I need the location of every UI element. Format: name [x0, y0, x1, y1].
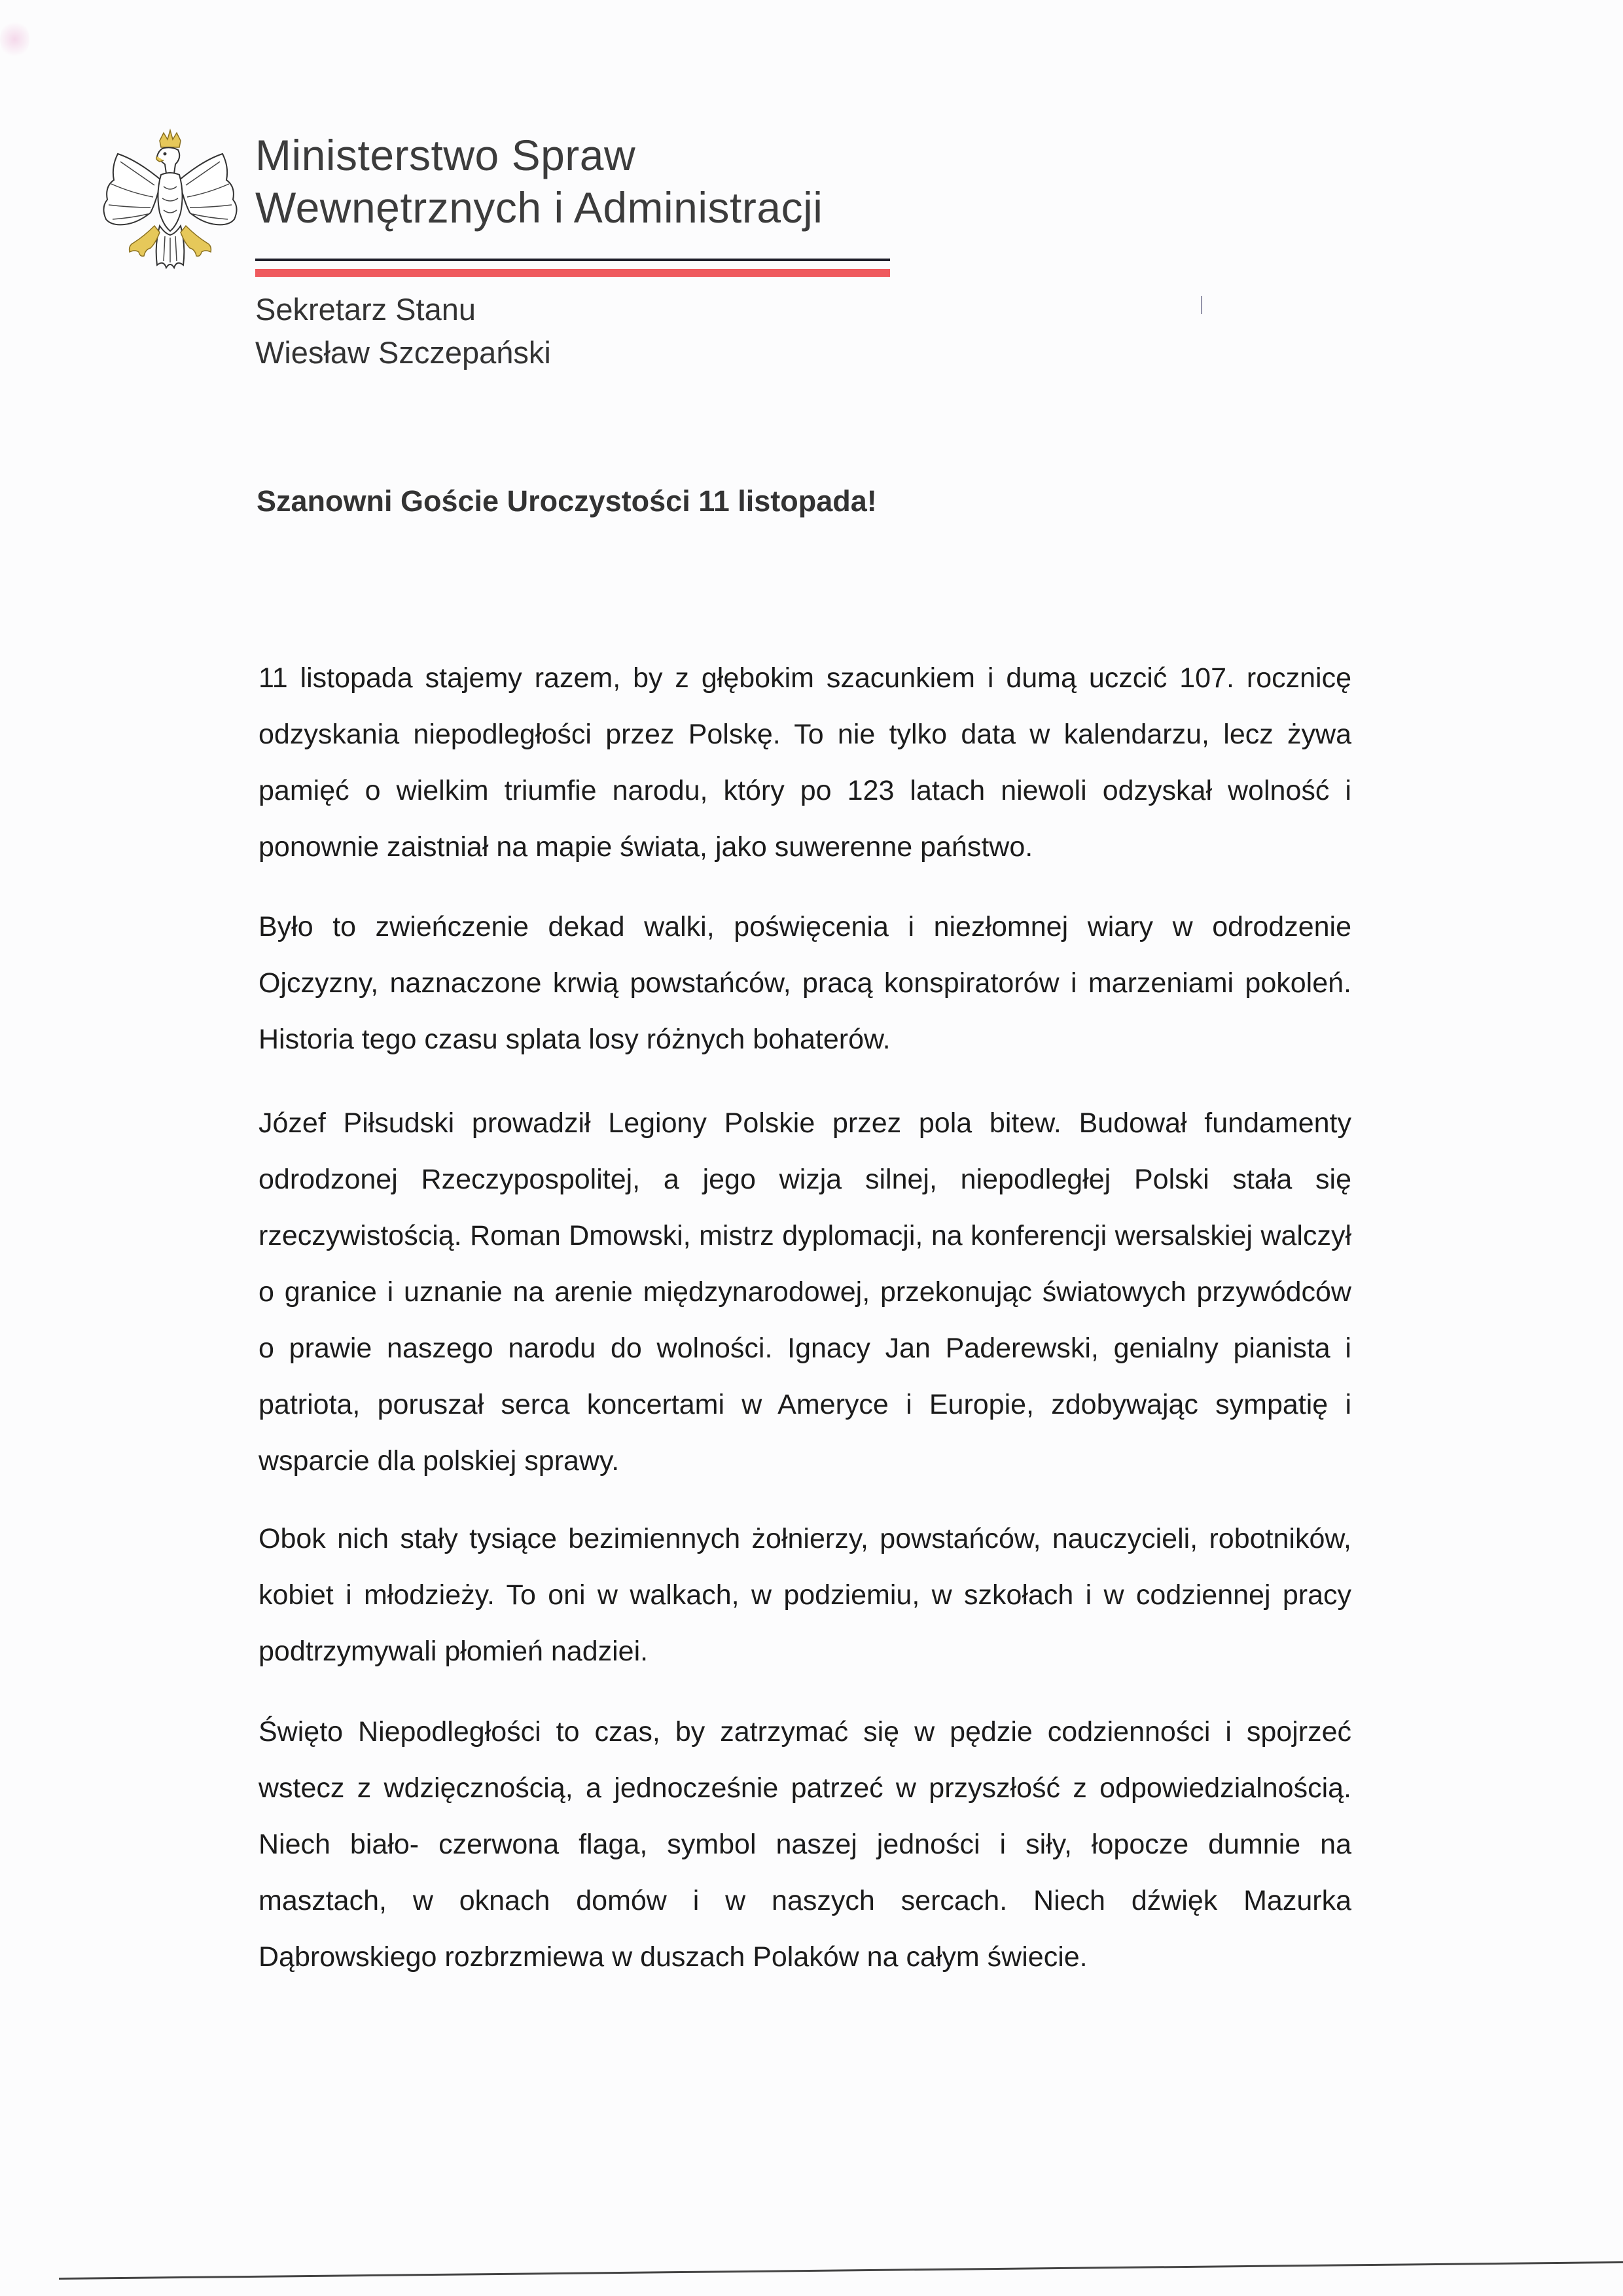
salutation-heading: Szanowni Goście Uroczystości 11 listopada! — [257, 484, 877, 518]
signatory-name: Wiesław Szczepański — [255, 335, 551, 370]
signatory-block — [255, 288, 551, 374]
scan-speck — [1201, 296, 1202, 314]
paragraph-struggle: Było to zwieńczenie dekad walki, poświęcenia i niezłomnej wiary w odrodzenie Ojczyzny, naznaczone krwią powstańców, pracą konspiratorów i marzeniami pokoleń. Historia tego czasu splata losy różnych bohaterów. — [259, 911, 1351, 1055]
ministry-name-line-1: Ministerstwo Spraw — [255, 131, 636, 179]
paragraph-unnamed-heroes: Obok nich stały tysiące bezimiennych żołnierzy, powstańców, nauczycieli, robotników, kobiet i młodzieży. To oni w walkach, w podziemiu, w szkołach i w codziennej pracy podtrzymywali płomień nadziei. — [259, 1523, 1351, 1667]
paragraph-independence-day: Święto Niepodległości to czas, by zatrzymać się w pędzie codzienności i spojrzeć wstecz z wdzięcznością, a jednocześnie patrzeć w przyszłość z odpowiedzialnością. Niech biało- czerwona flaga, symbol naszej jedności i siły, łopocze dumnie na masztach, w oknach domów i w naszych sercach. Niech dźwięk Mazurka Dąbrowskiego rozbrzmiewa w duszach Polaków na całym świecie. — [259, 1716, 1351, 1973]
ministry-name — [255, 129, 823, 234]
paragraph-founding-fathers: Józef Piłsudski prowadził Legiony Polskie przez pola bitew. Budował fundamenty odrodzonej Rzeczypospolitej, a jego wizja silnej, niepodległej Polski stała się rzeczywistością. Roman Dmowski, mistrz dyplomacji, na konferencji wersalskiej walczył o granice i uznanie na arenie międzynarodowej, przekonując światowych przywódców o prawie naszego narodu do wolności. Ignacy Jan Paderewski, genialny pianista i patriota, poruszał serca koncertami w Ameryce i Europie, zdobywając sympatię i wsparcie dla polskiej sprawy. — [259, 1107, 1351, 1477]
signatory-title: Sekretarz Stanu — [255, 292, 476, 327]
scan-stain — [0, 20, 29, 59]
letterhead-black-rule — [255, 259, 890, 261]
paragraph-anniversary: 11 listopada stajemy razem, by z głębokim szacunkiem i dumą uczcić 107. rocznicę odzyskania niepodległości przez Polskę. To nie tylko data w kalendarzu, lecz żywa pamięć o wielkim triumfie narodu, który po 123 latach niewoli odzyskał wolność i ponownie zaistniał na mapie świata, jako suwerenne państwo. — [259, 662, 1351, 863]
white-eagle-emblem-icon — [92, 121, 249, 278]
letterhead-red-rule — [255, 269, 890, 277]
letterhead — [92, 121, 897, 285]
scan-bottom-edge — [59, 2261, 1623, 2280]
ministry-name-line-2: Wewnętrznych i Administracji — [255, 183, 823, 232]
